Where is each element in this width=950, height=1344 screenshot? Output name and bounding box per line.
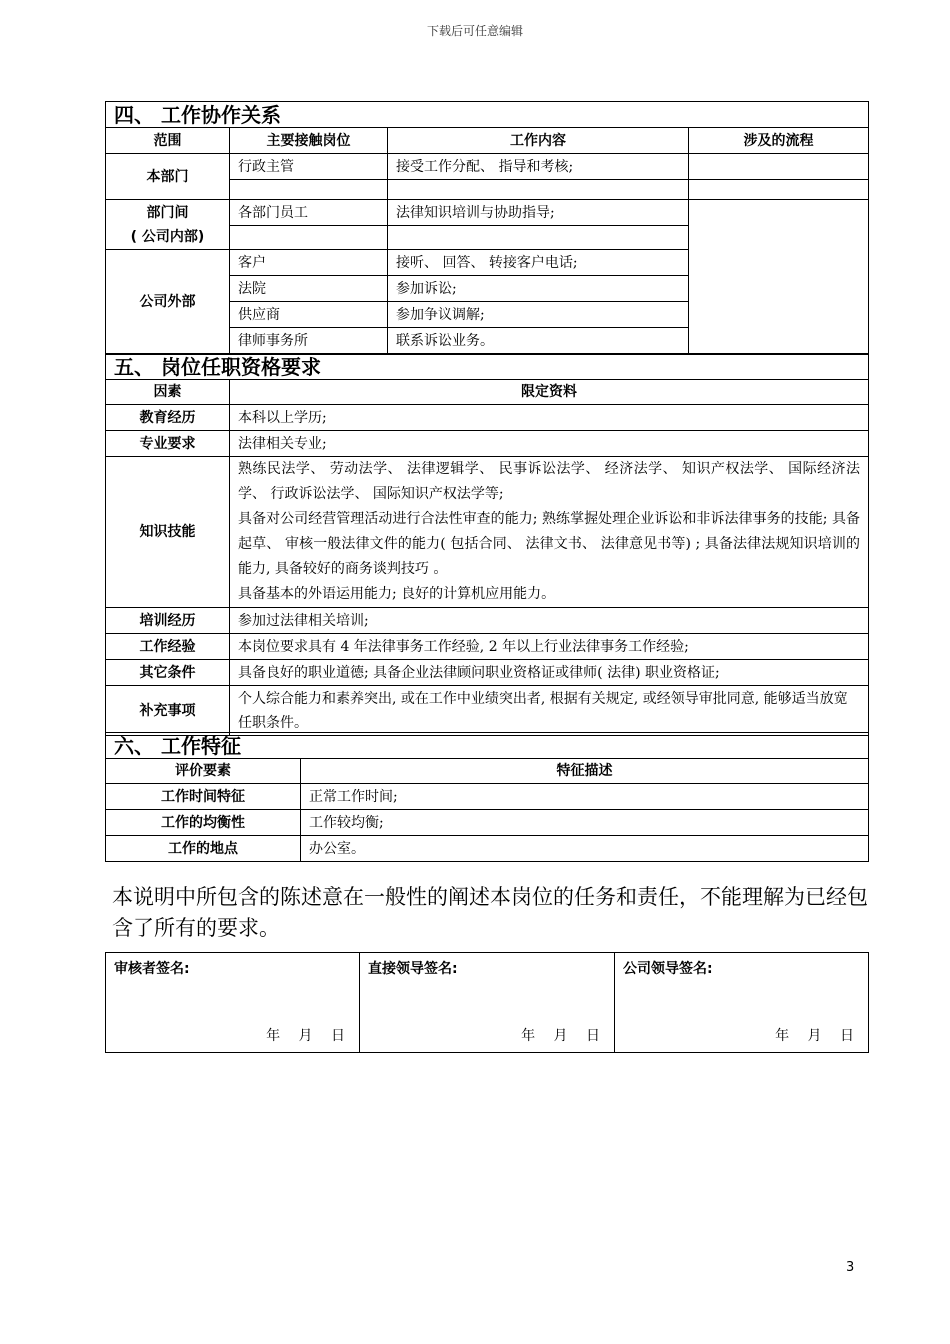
experience-label: 工作经验 (106, 634, 230, 660)
section-title-qualification: 五、 岗位任职资格要求 (106, 355, 869, 380)
external-content: 联系诉讼业务。 (388, 328, 689, 354)
major-label: 专业要求 (106, 431, 230, 457)
header-note: 下载后可任意编辑 (426, 24, 523, 38)
signature-reviewer[interactable] (106, 953, 360, 1053)
qualification-table (105, 354, 869, 736)
col-header-post: 主要接触岗位 (230, 128, 388, 154)
empty-cell (230, 180, 388, 200)
feature-value: 办公室。 (301, 836, 869, 862)
feature-label: 工作的地点 (106, 836, 301, 862)
external-content: 参加诉讼; (388, 276, 689, 302)
external-post: 法院 (230, 276, 388, 302)
signature-date: 年 月 日 (266, 1028, 347, 1044)
feature-value: 正常工作时间; (301, 784, 869, 810)
education-value: 本科以上学历; (230, 405, 869, 431)
skills-line: 熟练民法学、 劳动法学、 法律逻辑学、 民事诉讼法学、 经济法学、 知识产权法学、 国际经济法学、 行政诉讼法学、 国际知识产权法学等; (238, 461, 860, 502)
interdept-label-line1: 部门间 (146, 204, 189, 221)
interdept-label-line2: ( 公司内部) (130, 228, 205, 245)
section-title-features: 六、 工作特征 (106, 733, 869, 759)
external-post: 律师事务所 (230, 328, 388, 354)
major-value: 法律相关专业; (230, 431, 869, 457)
col-header-detail: 限定资料 (230, 380, 869, 405)
skills-line: 具备对公司经营管理活动进行合法性审查的能力; 熟练掌握处理企业诉讼和非诉法律事务的技能; 具备起草、 审核一般法律文件的能力( 包括合同、 法律文书、 法律意见书等) ; 具备法律法规知识培训的能力, 具备较好的商务谈判技巧 。 (238, 511, 860, 577)
skills-value (230, 457, 869, 608)
feature-value: 工作较均衡; (301, 810, 869, 836)
feature-label: 工作的均衡性 (106, 810, 301, 836)
signature-company-leader[interactable] (615, 953, 869, 1053)
skills-line: 具备基本的外语运用能力; 良好的计算机应用能力。 (238, 586, 556, 602)
other-value: 具备良好的职业道德; 具备企业法律顾问职业资格证或律师( 法律) 职业资格证; (230, 660, 869, 686)
interdept-post: 各部门员工 (230, 200, 388, 226)
col-header-content: 工作内容 (388, 128, 689, 154)
signature-date: 年 月 日 (521, 1028, 602, 1044)
signature-direct-leader[interactable] (360, 953, 615, 1053)
dept-content: 接受工作分配、 指导和考核; (388, 154, 689, 180)
signature-label: 公司领导签名: (623, 961, 713, 977)
signature-label: 审核者签名: (114, 961, 190, 977)
empty-cell (388, 180, 689, 200)
education-label: 教育经历 (106, 405, 230, 431)
empty-cell (388, 226, 689, 250)
dept-post: 行政主管 (230, 154, 388, 180)
training-value: 参加过法律相关培训; (230, 608, 869, 634)
job-feature-table (105, 732, 869, 862)
collaboration-table (105, 101, 869, 354)
interdept-process-cell (689, 200, 869, 354)
feature-label: 工作时间特征 (106, 784, 301, 810)
experience-value: 本岗位要求具有 4 年法律事务工作经验, 2 年以上行业法律事务工作经验; (230, 634, 869, 660)
external-post: 客户 (230, 250, 388, 276)
col-header-scope: 范围 (106, 128, 230, 154)
other-label: 其它条件 (106, 660, 230, 686)
col-header-desc: 特征描述 (301, 759, 869, 784)
external-post: 供应商 (230, 302, 388, 328)
section-title-collaboration: 四、 工作协作关系 (106, 102, 869, 128)
external-content: 参加争议调解; (388, 302, 689, 328)
scope-external-label: 公司外部 (106, 250, 230, 354)
empty-cell (230, 226, 388, 250)
supplement-value: 个人综合能力和素养突出, 或在工作中业绩突出者, 根据有关规定, 或经领导审批同意, 能够适当放宽任职条件。 (230, 686, 869, 736)
signature-table (105, 952, 869, 1053)
training-label: 培训经历 (106, 608, 230, 634)
signature-label: 直接领导签名: (368, 961, 458, 977)
col-header-eval: 评价要素 (106, 759, 301, 784)
scope-interdept-label (106, 200, 230, 250)
supplement-label: 补充事项 (106, 686, 230, 736)
disclaimer-statement: 本说明中所包含的陈述意在一般性的阐述本岗位的任务和责任，不能理解为已经包含了所有的要求。 (112, 885, 868, 940)
signature-date: 年 月 日 (775, 1028, 856, 1044)
col-header-factor: 因素 (106, 380, 230, 405)
dept-process-cell (689, 154, 869, 180)
empty-cell (689, 180, 869, 200)
external-content: 接听、 回答、 转接客户电话; (388, 250, 689, 276)
scope-dept-label: 本部门 (106, 154, 230, 200)
skills-label: 知识技能 (106, 457, 230, 608)
col-header-process: 涉及的流程 (689, 128, 869, 154)
interdept-content: 法律知识培训与协助指导; (388, 200, 689, 226)
page-number: 3 (846, 1260, 855, 1275)
